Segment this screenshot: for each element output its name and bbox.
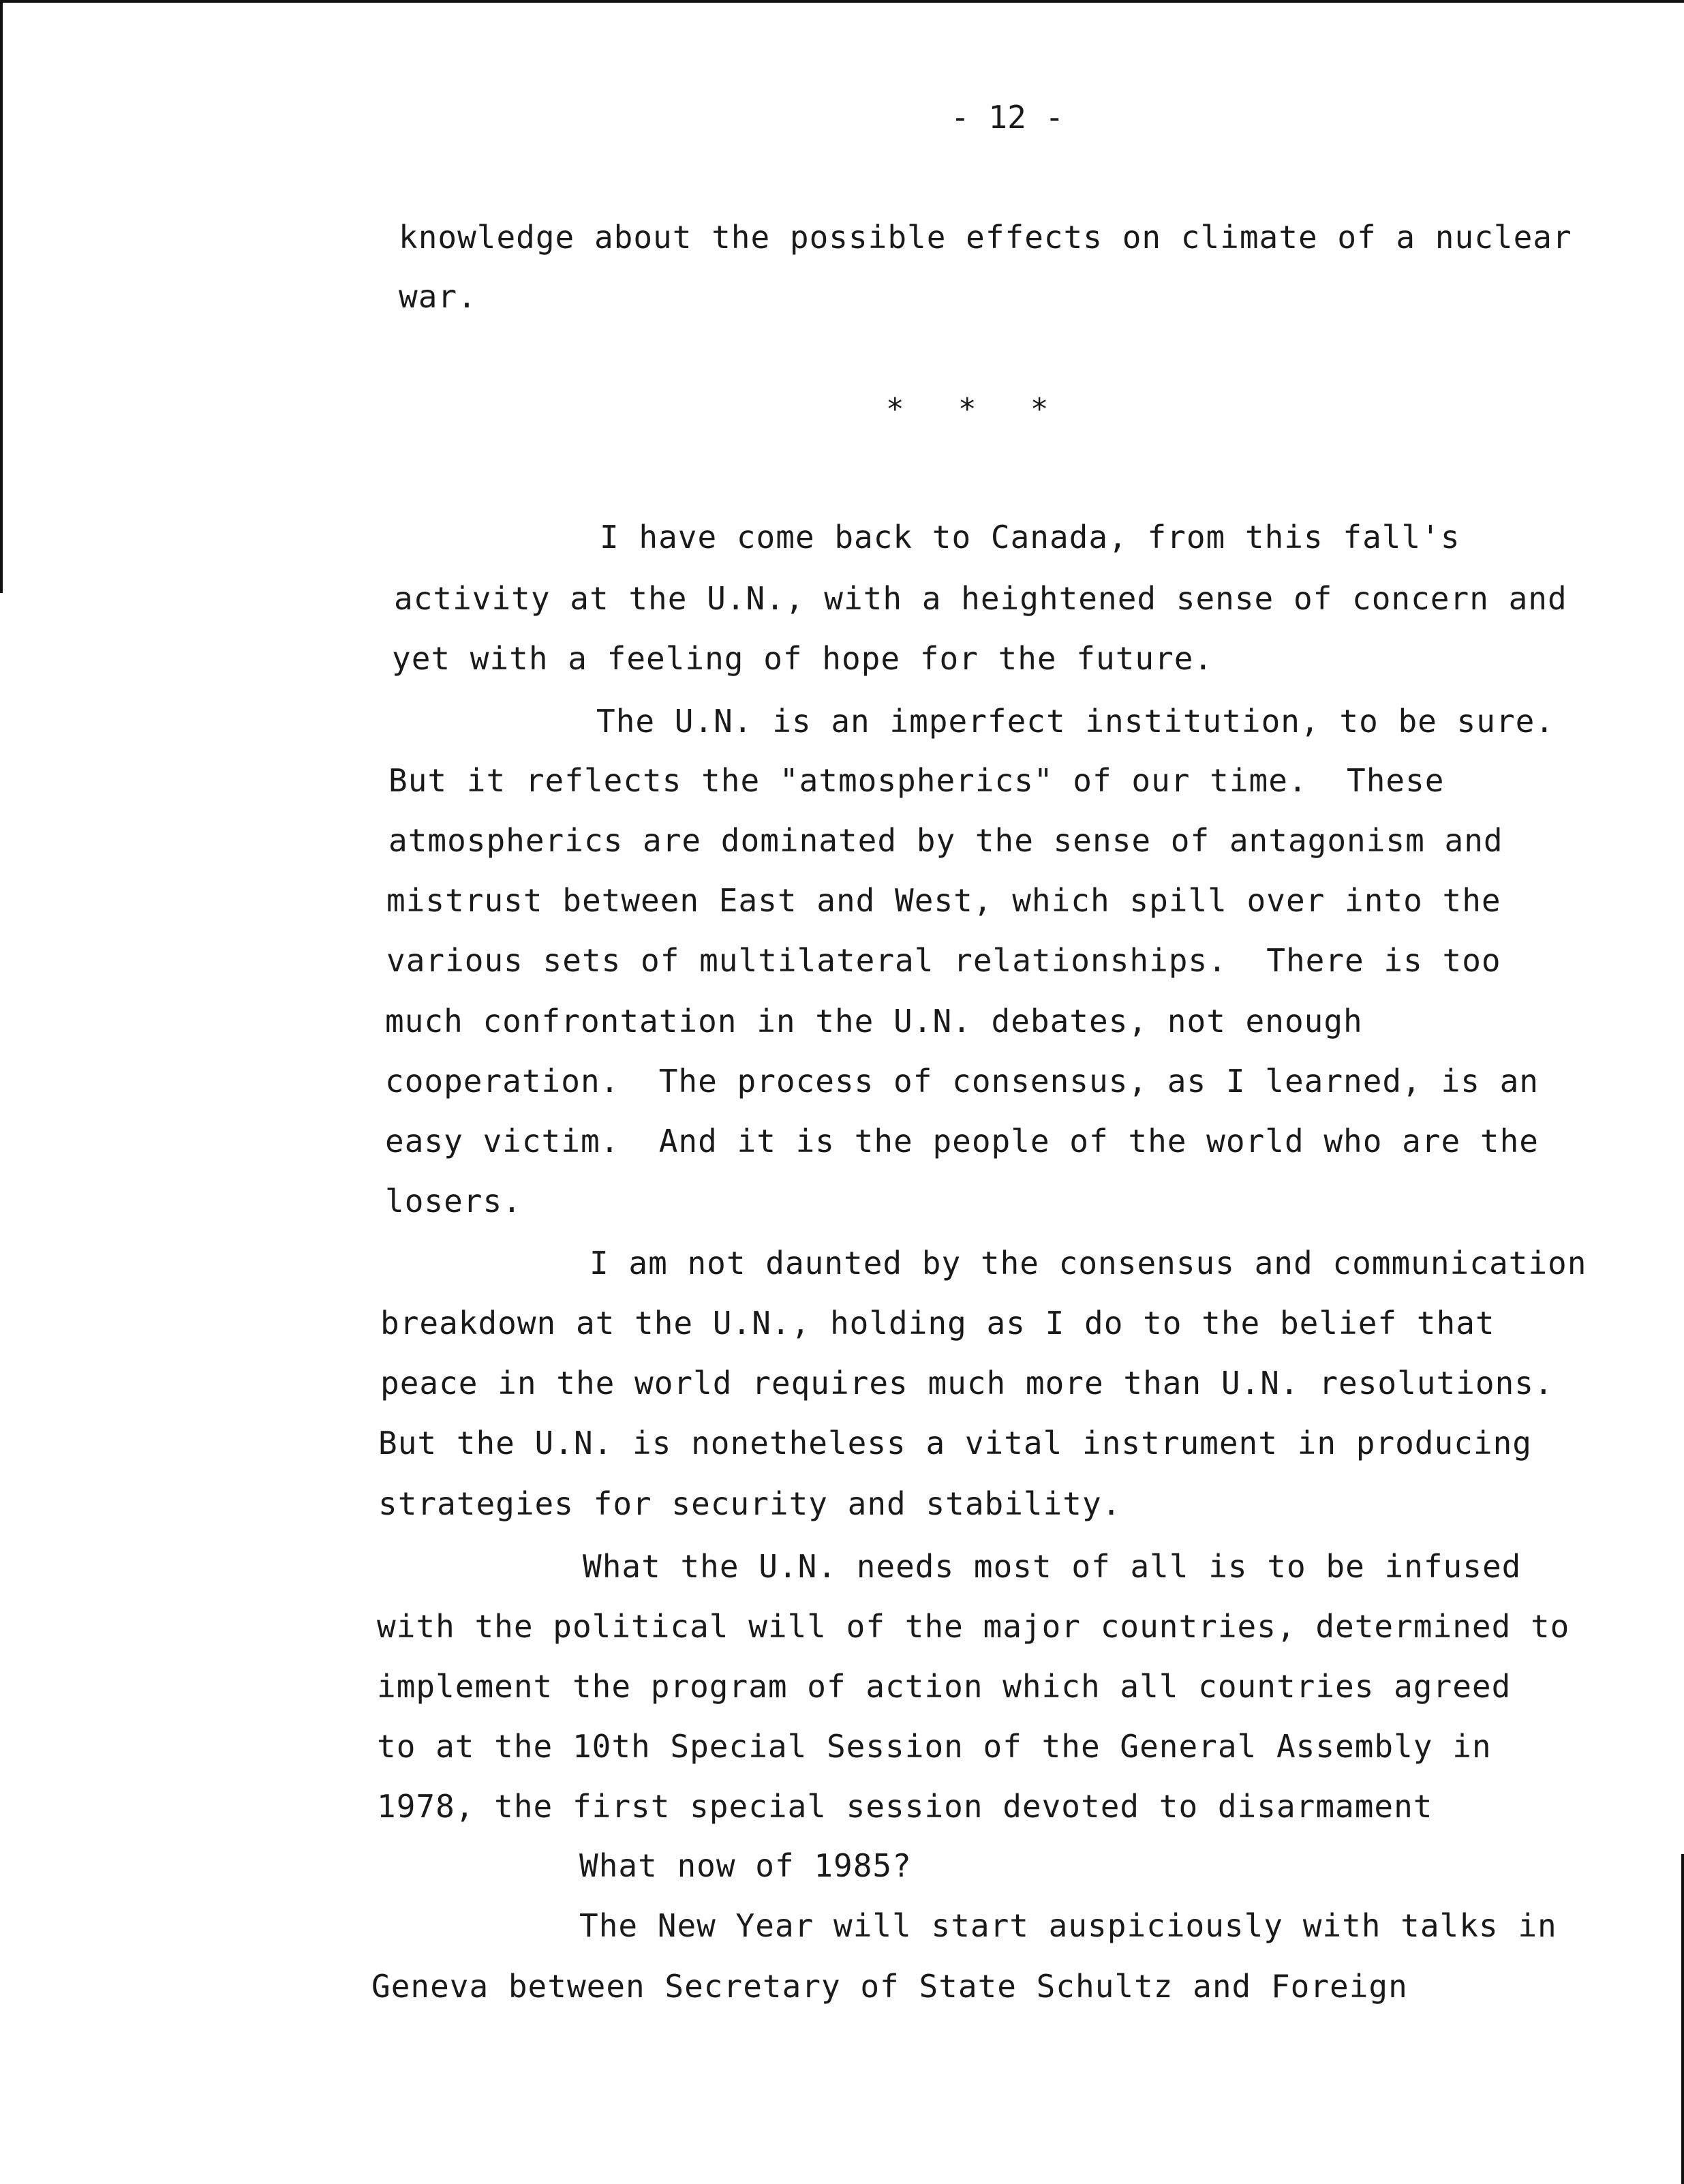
text-line: war. xyxy=(399,278,477,315)
text-line: mistrust between East and West, which spill over into the xyxy=(386,882,1501,919)
text-line: knowledge about the possible effects on climate of a nuclear xyxy=(399,219,1572,256)
text-line: with the political will of the major countries, determined to xyxy=(377,1608,1570,1645)
text-line: activity at the U.N., with a heightened sense of concern and xyxy=(394,580,1567,617)
text-line: What now of 1985? xyxy=(579,1847,912,1884)
text-line: various sets of multilateral relationships. There is too xyxy=(386,942,1501,979)
scan-edge-left xyxy=(0,0,3,593)
scan-edge-top xyxy=(0,0,1684,3)
text-line: But the U.N. is nonetheless a vital instrument in producing xyxy=(378,1425,1532,1461)
text-line: easy victim. And it is the people of the world who are the xyxy=(385,1123,1539,1159)
text-line: atmospherics are dominated by the sense of antagonism and xyxy=(388,822,1503,859)
text-line: The New Year will start auspiciously with talks in xyxy=(579,1907,1557,1944)
scan-edge-right xyxy=(1681,1854,1684,2184)
text-line: But it reflects the "atmospherics" of our time. These xyxy=(388,762,1445,799)
text-line: 1978, the first special session devoted to disarmament xyxy=(377,1788,1433,1825)
text-line: I have come back to Canada, from this fall's xyxy=(600,519,1460,556)
text-line: I am not daunted by the consensus and communication xyxy=(590,1245,1587,1281)
text-line: losers. xyxy=(385,1183,522,1219)
text-line: yet with a feeling of hope for the future. xyxy=(392,640,1214,677)
text-line: much confrontation in the U.N. debates, not enough xyxy=(385,1003,1363,1040)
text-line: What the U.N. needs most of all is to be infused xyxy=(583,1548,1522,1585)
text-line: Geneva between Secretary of State Schultz and Foreign xyxy=(371,1968,1408,2005)
text-line: to at the 10th Special Session of the General Assembly in xyxy=(377,1728,1492,1765)
text-line: strategies for security and stability. xyxy=(378,1485,1122,1522)
text-line: breakdown at the U.N., holding as I do to the belief that xyxy=(380,1305,1495,1341)
page-number: - 12 - xyxy=(951,99,1065,136)
text-line: implement the program of action which all countries agreed xyxy=(377,1668,1512,1705)
text-line: peace in the world requires much more than U.N. resolutions. xyxy=(380,1365,1554,1401)
text-line: cooperation. The process of consensus, as I learned, is an xyxy=(385,1063,1539,1099)
section-separator: * * * xyxy=(886,392,1049,427)
text-line: The U.N. is an imperfect institution, to be sure. xyxy=(596,703,1555,740)
